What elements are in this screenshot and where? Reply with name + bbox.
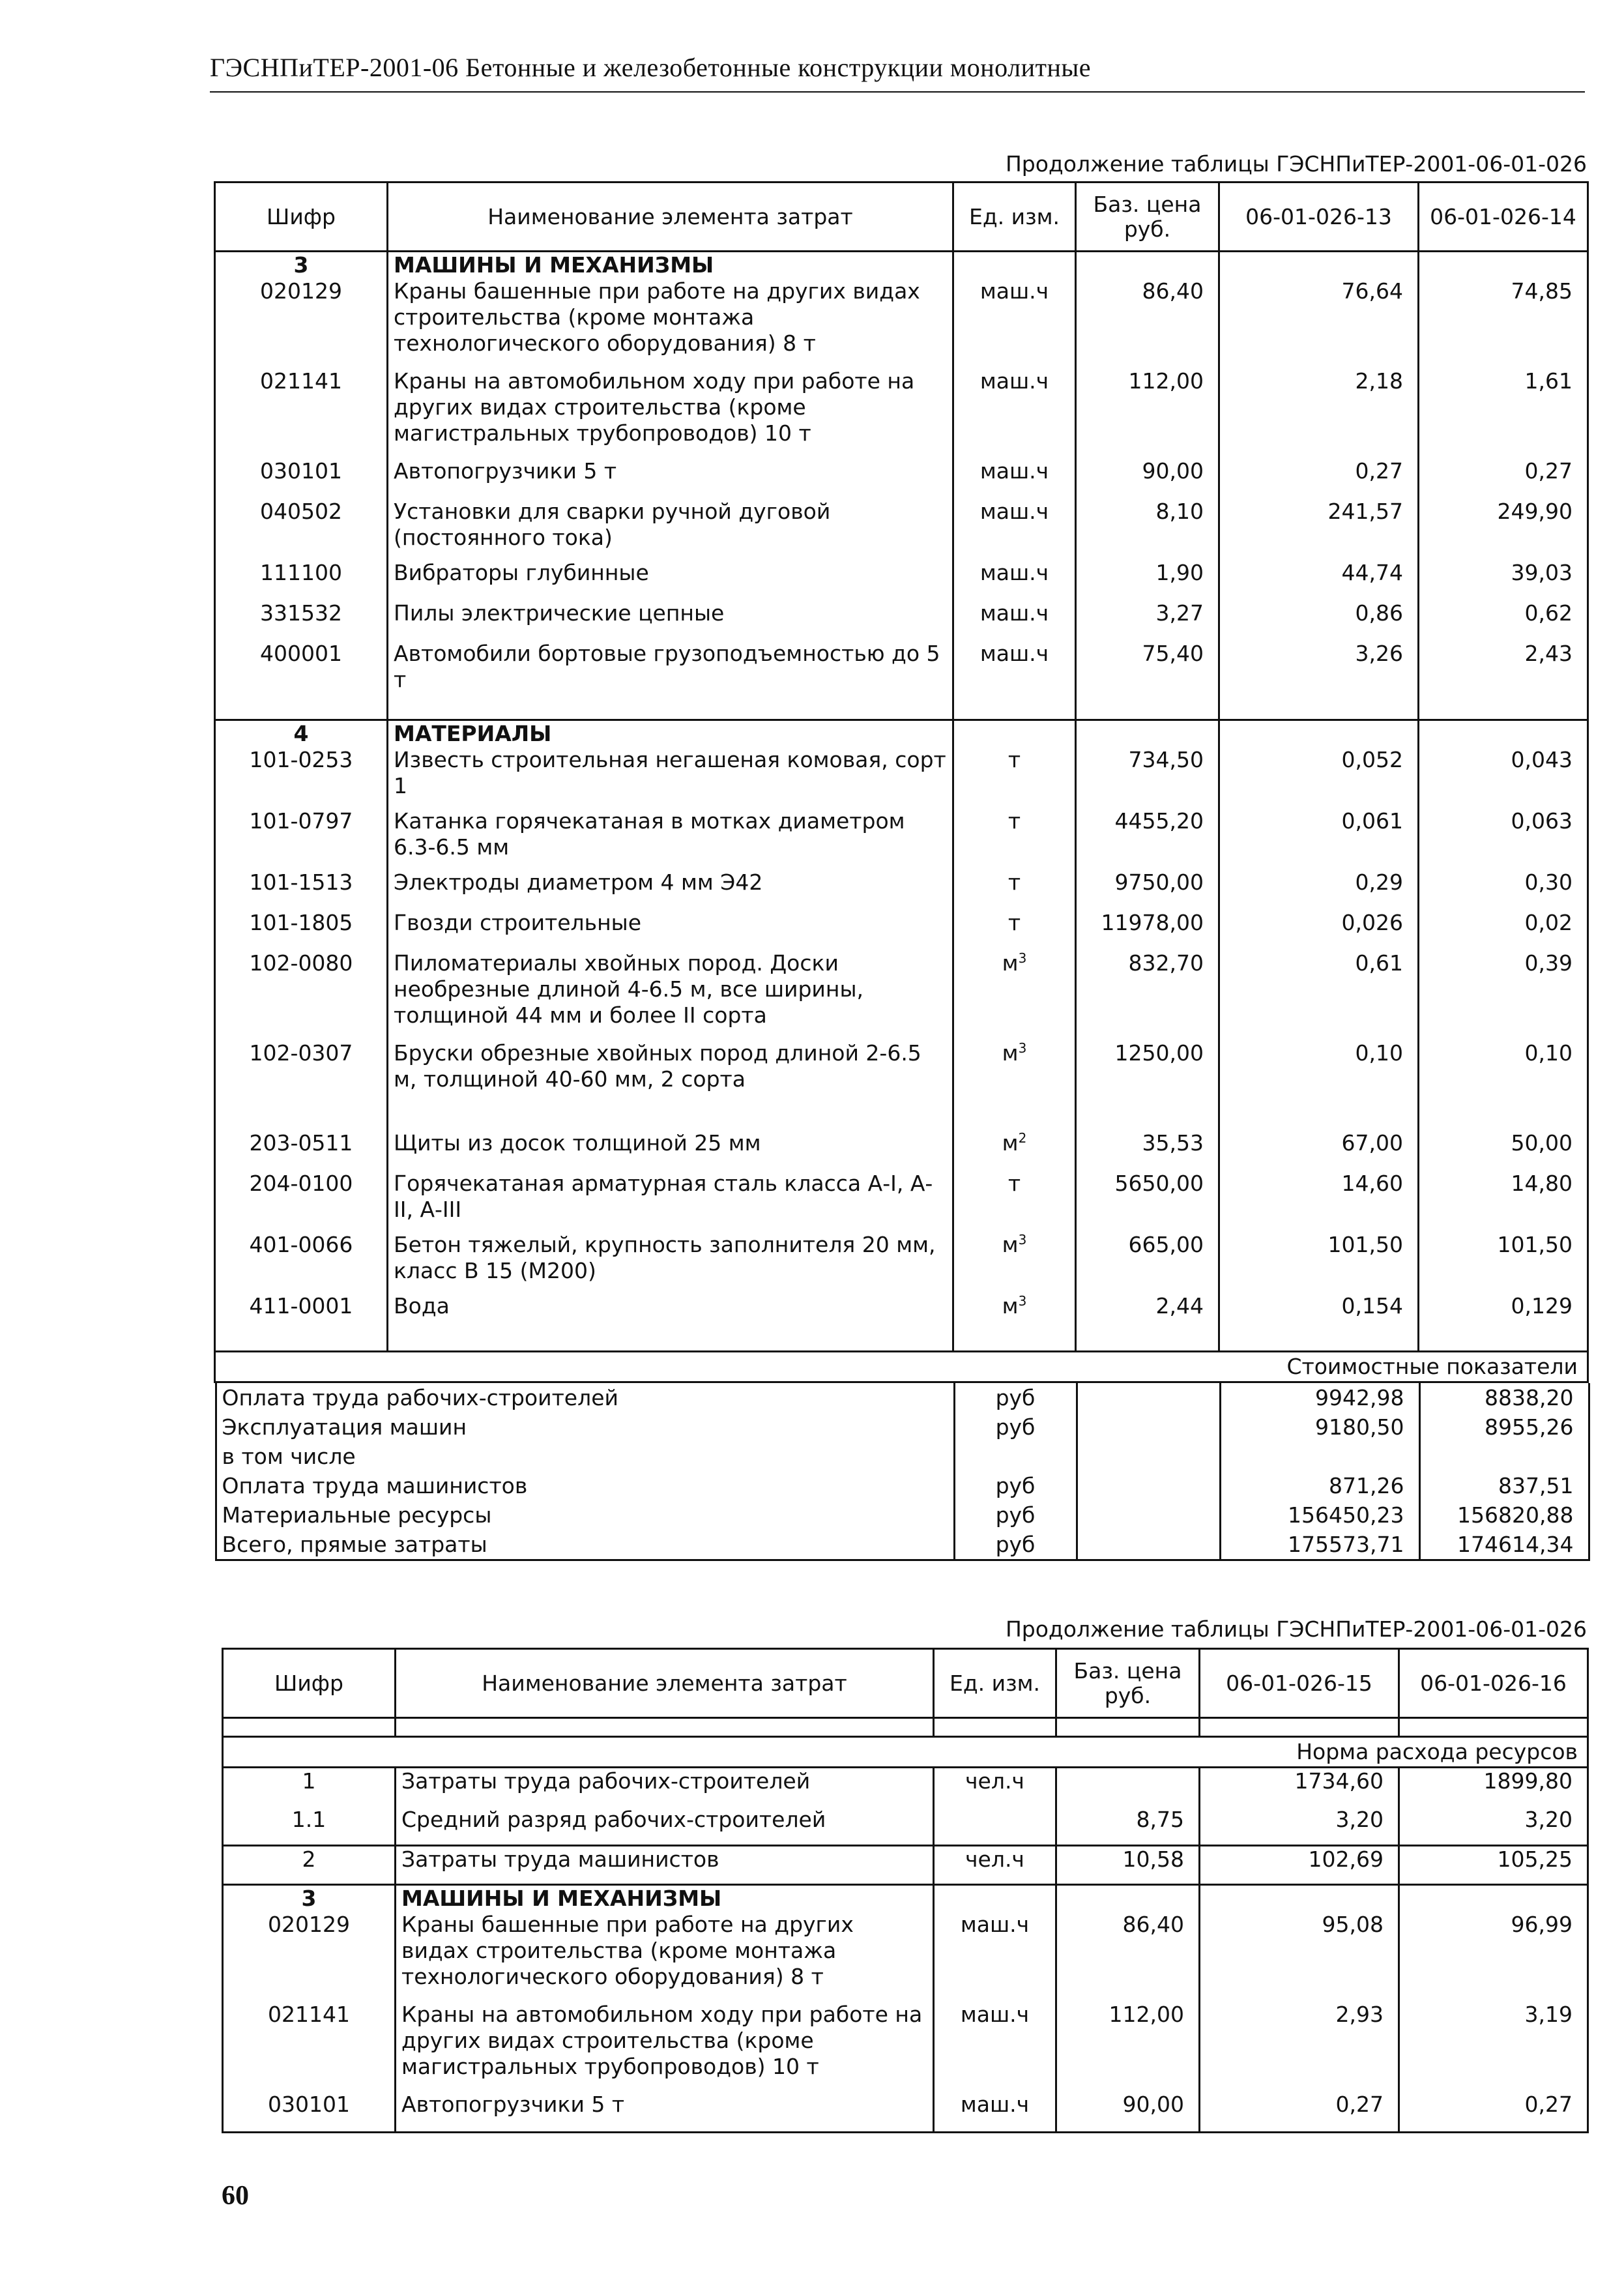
unit-cell [934, 1807, 1056, 1846]
value-cell: 0,86 [1219, 600, 1419, 641]
empty-cell [1056, 1718, 1200, 1737]
resource-table-2 [222, 1648, 1589, 2133]
summary-value [1419, 1442, 1589, 1471]
empty-cell [1419, 720, 1588, 748]
name-cell: Автопогрузчики 5 т [396, 2092, 934, 2132]
unit-text: маш.ч [979, 560, 1049, 585]
summary-label: Эксплуатация машин [216, 1412, 954, 1442]
table-row [215, 747, 1588, 808]
unit-text: чел.ч [965, 1768, 1024, 1794]
empty-cell [1200, 1718, 1399, 1737]
unit-text: м [1002, 1040, 1019, 1066]
unit-exponent: 3 [1018, 1040, 1027, 1056]
summary-row [216, 1442, 1589, 1471]
unit-cell [953, 747, 1076, 808]
price-cell: 8,75 [1056, 1807, 1200, 1846]
value-cell: 0,39 [1419, 950, 1588, 1040]
table-row [215, 600, 1588, 641]
price-cell: 734,50 [1076, 747, 1219, 808]
value-cell: 0,27 [1419, 458, 1588, 499]
summary-value: 871,26 [1220, 1471, 1419, 1500]
empty-cell [1076, 702, 1219, 720]
name-cell: Известь строительная негашеная комовая, сорт 1 [388, 747, 953, 808]
summary-value: 156450,23 [1220, 1500, 1419, 1530]
code-cell: 102-0080 [215, 950, 388, 1040]
summary-unit: руб [954, 1412, 1077, 1442]
value-cell: 2,18 [1219, 368, 1419, 458]
price-cell: 2,44 [1076, 1293, 1219, 1334]
value-cell: 0,10 [1219, 1040, 1419, 1130]
code-cell: 1 [223, 1768, 396, 1807]
summary-unit: руб [954, 1500, 1077, 1530]
table-row [215, 458, 1588, 499]
summary-block [215, 1382, 1588, 1562]
unit-text: м [1002, 1130, 1019, 1156]
code-cell: 203-0511 [215, 1130, 388, 1171]
code-cell: 030101 [215, 458, 388, 499]
value-cell: 249,90 [1419, 499, 1588, 560]
unit-exponent: 2 [1018, 1130, 1027, 1146]
summary-price-empty [1077, 1383, 1220, 1412]
unit-cell [953, 950, 1076, 1040]
section-title: МАШИНЫ И МЕХАНИЗМЫ [388, 252, 953, 279]
unit-text: чел.ч [965, 1846, 1024, 1872]
value-cell: 0,62 [1419, 600, 1588, 641]
unit-text: т [1008, 1171, 1021, 1196]
empty-cell [1419, 702, 1588, 720]
value-cell: 3,20 [1200, 1807, 1399, 1846]
col-header-code: Шифр [215, 182, 388, 252]
value-cell: 14,80 [1419, 1171, 1588, 1232]
value-cell: 3,26 [1219, 641, 1419, 702]
col-header-code: Шифр [223, 1649, 396, 1718]
unit-exponent: 3 [1018, 1293, 1027, 1309]
unit-cell [953, 1171, 1076, 1232]
unit-text: маш.ч [979, 458, 1049, 484]
empty-cell [396, 1718, 934, 1737]
price-cell: 8,10 [1076, 499, 1219, 560]
table-row [215, 278, 1588, 368]
value-cell: 1899,80 [1399, 1768, 1588, 1807]
code-cell: 040502 [215, 499, 388, 560]
price-cell: 86,40 [1056, 1912, 1200, 2002]
code-cell: 020129 [215, 278, 388, 368]
summary-unit: руб [954, 1383, 1077, 1412]
norm-label-text: Норма расхода ресурсов [223, 1737, 1588, 1768]
empty-cell [1219, 702, 1419, 720]
table-row [223, 1846, 1588, 1885]
summary-value: 175573,71 [1220, 1530, 1419, 1560]
unit-cell [953, 458, 1076, 499]
value-cell: 95,08 [1200, 1912, 1399, 2002]
unit-cell [953, 1293, 1076, 1334]
summary-unit [954, 1442, 1077, 1471]
col-header-name: Наименование элемента затрат [396, 1649, 934, 1718]
summary-value: 156820,88 [1419, 1500, 1589, 1530]
summary-row [216, 1500, 1589, 1530]
section-title: МАШИНЫ И МЕХАНИЗМЫ [396, 1885, 934, 1912]
empty-cell [953, 1334, 1076, 1352]
value-cell: 0,10 [1419, 1040, 1588, 1130]
value-cell: 2,93 [1200, 2002, 1399, 2092]
unit-cell [953, 1130, 1076, 1171]
table-row [215, 910, 1588, 950]
value-cell: 50,00 [1419, 1130, 1588, 1171]
section-row [223, 1885, 1588, 1912]
code-cell: 400001 [215, 641, 388, 702]
value-cell: 0,026 [1219, 910, 1419, 950]
summary-value: 174614,34 [1419, 1530, 1589, 1560]
unit-text: маш.ч [979, 499, 1049, 524]
value-cell: 39,03 [1419, 560, 1588, 600]
table2-body [223, 1718, 1588, 2133]
value-cell: 74,85 [1419, 278, 1588, 368]
name-cell: Пиломатериалы хвойных пород. Доски необрезные длиной 4-6.5 м, все ширины, толщиной 44 мм и более II сорта [388, 950, 953, 1040]
value-cell: 1734,60 [1200, 1768, 1399, 1807]
unit-text: т [1008, 910, 1021, 935]
empty-cell [1399, 1885, 1588, 1912]
value-cell: 0,27 [1219, 458, 1419, 499]
name-cell: Затраты труда машинистов [396, 1846, 934, 1885]
name-cell: Автопогрузчики 5 т [388, 458, 953, 499]
code-cell: 111100 [215, 560, 388, 600]
table-row [223, 1768, 1588, 1807]
empty-cell [388, 1334, 953, 1352]
price-cell: 665,00 [1076, 1232, 1219, 1293]
table-row [215, 1040, 1588, 1130]
value-cell: 44,74 [1219, 560, 1419, 600]
summary-price-empty [1077, 1412, 1220, 1442]
price-cell: 3,27 [1076, 600, 1219, 641]
unit-text: маш.ч [979, 368, 1049, 394]
summary-price-empty [1077, 1471, 1220, 1500]
name-cell: Бетон тяжелый, крупность заполнителя 20 мм, класс В 15 (М200) [388, 1232, 953, 1293]
header-rule [210, 91, 1585, 93]
unit-text: маш.ч [979, 600, 1049, 626]
empty-cell [1419, 1334, 1588, 1352]
empty-cell [1056, 1885, 1200, 1912]
name-cell: Установки для сварки ручной дуговой (постоянного тока) [388, 499, 953, 560]
name-cell: Автомобили бортовые грузоподъемностью до 5 т [388, 641, 953, 702]
table-row [215, 560, 1588, 600]
name-cell: Горячекатаная арматурная сталь класса А-I, А-II, А-III [388, 1171, 953, 1232]
value-cell: 0,154 [1219, 1293, 1419, 1334]
code-cell: 021141 [223, 2002, 396, 2092]
cost-indicators-label-text: Стоимостные показатели [215, 1352, 1588, 1382]
unit-cell [934, 1768, 1056, 1807]
value-cell: 105,25 [1399, 1846, 1588, 1885]
empty-cell [215, 1334, 388, 1352]
name-cell: Гвозди строительные [388, 910, 953, 950]
empty-cell [1419, 252, 1588, 279]
name-cell: Пилы электрические цепные [388, 600, 953, 641]
section-code: 3 [215, 252, 388, 279]
unit-cell [953, 808, 1076, 869]
unit-text: т [1008, 808, 1021, 834]
empty-cell [953, 252, 1076, 279]
col-header-price: Баз. цена руб. [1076, 182, 1219, 252]
resource-table-1 [214, 181, 1589, 1561]
summary-table [215, 1383, 1590, 1561]
table-row [215, 641, 1588, 702]
value-cell: 102,69 [1200, 1846, 1399, 1885]
section-row [215, 252, 1588, 279]
unit-exponent: 3 [1018, 1232, 1027, 1248]
empty-cell [1076, 1334, 1219, 1352]
summary-row [216, 1471, 1589, 1500]
unit-text: маш.ч [960, 1912, 1030, 1937]
unit-text: т [1008, 747, 1021, 772]
summary-label: Оплата труда рабочих-строителей [216, 1383, 954, 1412]
summary-price-empty [1077, 1530, 1220, 1560]
unit-cell [953, 1232, 1076, 1293]
unit-cell [953, 278, 1076, 368]
name-cell: Краны башенные при работе на других видах строительства (кроме монтажа технологического оборудования) 8 т [388, 278, 953, 368]
table-row [223, 2002, 1588, 2092]
code-cell: 101-1513 [215, 869, 388, 910]
summary-value: 9942,98 [1220, 1383, 1419, 1412]
summary-price-empty [1077, 1442, 1220, 1471]
value-cell: 0,29 [1219, 869, 1419, 910]
code-cell: 331532 [215, 600, 388, 641]
spacer-row [215, 1334, 1588, 1352]
value-cell: 101,50 [1419, 1232, 1588, 1293]
spacer-row [215, 702, 1588, 720]
summary-row [216, 1412, 1589, 1442]
empty-cell [953, 702, 1076, 720]
name-cell: Бруски обрезные хвойных пород длиной 2-6.5 м, толщиной 40-60 мм, 2 сорта [388, 1040, 953, 1130]
unit-cell [953, 560, 1076, 600]
value-cell: 67,00 [1219, 1130, 1419, 1171]
value-cell: 96,99 [1399, 1912, 1588, 2002]
price-cell: 832,70 [1076, 950, 1219, 1040]
table-row [215, 1171, 1588, 1232]
unit-cell [934, 2092, 1056, 2132]
code-cell: 1.1 [223, 1807, 396, 1846]
price-cell: 4455,20 [1076, 808, 1219, 869]
value-cell: 1,61 [1419, 368, 1588, 458]
value-cell: 3,20 [1399, 1807, 1588, 1846]
price-cell [1056, 1768, 1200, 1807]
section-title: МАТЕРИАЛЫ [388, 720, 953, 748]
col-header-unit: Ед. изм. [953, 182, 1076, 252]
spacer-row [223, 1718, 1588, 1737]
value-cell: 2,43 [1419, 641, 1588, 702]
unit-cell [953, 910, 1076, 950]
table-row [215, 808, 1588, 869]
name-cell: Щиты из досок толщиной 25 мм [388, 1130, 953, 1171]
empty-cell [215, 702, 388, 720]
table-row [223, 1912, 1588, 2002]
code-cell: 020129 [223, 1912, 396, 2002]
col-header-variant-14: 06-01-026-14 [1419, 182, 1588, 252]
table-row [215, 1293, 1588, 1334]
col-header-unit: Ед. изм. [934, 1649, 1056, 1718]
code-cell: 411-0001 [215, 1293, 388, 1334]
price-cell: 9750,00 [1076, 869, 1219, 910]
unit-text: маш.ч [979, 278, 1049, 304]
norm-label [223, 1737, 1588, 1768]
summary-container [215, 1382, 1588, 1562]
code-cell: 102-0307 [215, 1040, 388, 1130]
price-cell: 11978,00 [1076, 910, 1219, 950]
empty-cell [1076, 252, 1219, 279]
value-cell: 0,02 [1419, 910, 1588, 950]
value-cell: 241,57 [1219, 499, 1419, 560]
price-cell: 35,53 [1076, 1130, 1219, 1171]
value-cell: 0,129 [1419, 1293, 1588, 1334]
unit-cell [934, 2002, 1056, 2092]
name-cell: Вода [388, 1293, 953, 1334]
code-cell: 401-0066 [215, 1232, 388, 1293]
price-cell: 86,40 [1076, 278, 1219, 368]
price-cell: 112,00 [1076, 368, 1219, 458]
unit-cell [953, 499, 1076, 560]
value-cell: 76,64 [1219, 278, 1419, 368]
unit-text: т [1008, 869, 1021, 895]
section-code: 4 [215, 720, 388, 748]
summary-unit: руб [954, 1530, 1077, 1560]
col-header-variant-13: 06-01-026-13 [1219, 182, 1419, 252]
code-cell: 030101 [223, 2092, 396, 2132]
price-cell: 5650,00 [1076, 1171, 1219, 1232]
empty-cell [1219, 252, 1419, 279]
unit-exponent: 3 [1018, 950, 1027, 966]
empty-cell [1219, 720, 1419, 748]
col-header-name: Наименование элемента затрат [388, 182, 953, 252]
summary-unit: руб [954, 1471, 1077, 1500]
code-cell: 101-0253 [215, 747, 388, 808]
empty-cell [934, 1718, 1056, 1737]
unit-text: м [1002, 1232, 1019, 1257]
empty-cell [1076, 720, 1219, 748]
value-cell: 0,27 [1399, 2092, 1588, 2132]
name-cell: Катанка горячекатаная в мотках диаметром 6.3-6.5 мм [388, 808, 953, 869]
unit-text: м [1002, 950, 1019, 976]
name-cell: Средний разряд рабочих-строителей [396, 1807, 934, 1846]
summary-price-empty [1077, 1500, 1220, 1530]
table-row [215, 1232, 1588, 1293]
empty-cell [223, 1718, 396, 1737]
table1-body [215, 252, 1588, 1562]
section-row [215, 720, 1588, 748]
table2-continuation-label: Продолжение таблицы ГЭСНПиТЕР-2001-06-01-026 [1005, 1616, 1587, 1642]
summary-label: в том числе [216, 1442, 954, 1471]
value-cell: 0,052 [1219, 747, 1419, 808]
empty-cell [1219, 1334, 1419, 1352]
empty-cell [1399, 1718, 1588, 1737]
code-cell: 101-1805 [215, 910, 388, 950]
price-cell: 90,00 [1056, 2092, 1200, 2132]
unit-text: маш.ч [979, 641, 1049, 666]
code-cell: 021141 [215, 368, 388, 458]
value-cell: 101,50 [1219, 1232, 1419, 1293]
table-row [215, 950, 1588, 1040]
unit-text: м [1002, 1293, 1019, 1319]
value-cell: 0,061 [1219, 808, 1419, 869]
section-code: 3 [223, 1885, 396, 1912]
name-cell: Электроды диаметром 4 мм Э42 [388, 869, 953, 910]
unit-text: маш.ч [960, 2002, 1030, 2027]
price-cell: 90,00 [1076, 458, 1219, 499]
price-cell: 1250,00 [1076, 1040, 1219, 1130]
value-cell: 0,27 [1200, 2092, 1399, 2132]
summary-label: Оплата труда машинистов [216, 1471, 954, 1500]
table-row [215, 499, 1588, 560]
price-cell: 10,58 [1056, 1846, 1200, 1885]
table-row [215, 368, 1588, 458]
summary-value: 8838,20 [1419, 1383, 1589, 1412]
col-header-price: Баз. цена руб. [1056, 1649, 1200, 1718]
page-header-title: ГЭСНПиТЕР-2001-06 Бетонные и железобетонные конструкции монолитные [210, 53, 1092, 82]
page-number: 60 [222, 2181, 249, 2211]
value-cell: 0,61 [1219, 950, 1419, 1040]
col-header-variant-15: 06-01-026-15 [1200, 1649, 1399, 1718]
code-cell: 101-0797 [215, 808, 388, 869]
col-header-variant-16: 06-01-026-16 [1399, 1649, 1588, 1718]
summary-row [216, 1383, 1589, 1412]
empty-cell [1200, 1885, 1399, 1912]
unit-cell [953, 641, 1076, 702]
table-row [223, 2092, 1588, 2132]
unit-cell [934, 1846, 1056, 1885]
table-row [215, 1130, 1588, 1171]
empty-cell [934, 1885, 1056, 1912]
unit-cell [953, 1040, 1076, 1130]
unit-cell [953, 600, 1076, 641]
table-row [215, 869, 1588, 910]
name-cell: Краны башенные при работе на других видах строительства (кроме монтажа технологического оборудования) 8 т [396, 1912, 934, 2002]
code-cell: 204-0100 [215, 1171, 388, 1232]
name-cell: Краны на автомобильном ходу при работе на других видах строительства (кроме магистральных трубопроводов) 10 т [396, 2002, 934, 2092]
summary-row [216, 1530, 1589, 1560]
name-cell: Вибраторы глубинные [388, 560, 953, 600]
price-cell: 1,90 [1076, 560, 1219, 600]
name-cell: Краны на автомобильном ходу при работе на других видах строительства (кроме магистральных трубопроводов) 10 т [388, 368, 953, 458]
unit-cell [953, 368, 1076, 458]
price-cell: 112,00 [1056, 2002, 1200, 2092]
unit-cell [953, 869, 1076, 910]
table1-continuation-label: Продолжение таблицы ГЭСНПиТЕР-2001-06-01-026 [1005, 151, 1587, 177]
summary-value [1220, 1442, 1419, 1471]
unit-text: маш.ч [960, 2092, 1030, 2117]
unit-cell [934, 1912, 1056, 2002]
value-cell: 0,063 [1419, 808, 1588, 869]
summary-label: Всего, прямые затраты [216, 1530, 954, 1560]
empty-cell [953, 720, 1076, 748]
summary-value: 9180,50 [1220, 1412, 1419, 1442]
summary-value: 8955,26 [1419, 1412, 1589, 1442]
table-row [223, 1807, 1588, 1846]
empty-cell [388, 702, 953, 720]
price-cell: 75,40 [1076, 641, 1219, 702]
value-cell: 0,30 [1419, 869, 1588, 910]
summary-label: Материальные ресурсы [216, 1500, 954, 1530]
cost-indicators-label [215, 1352, 1588, 1382]
value-cell: 14,60 [1219, 1171, 1419, 1232]
code-cell: 2 [223, 1846, 396, 1885]
summary-value: 837,51 [1419, 1471, 1589, 1500]
name-cell: Затраты труда рабочих-строителей [396, 1768, 934, 1807]
value-cell: 0,043 [1419, 747, 1588, 808]
value-cell: 3,19 [1399, 2002, 1588, 2092]
